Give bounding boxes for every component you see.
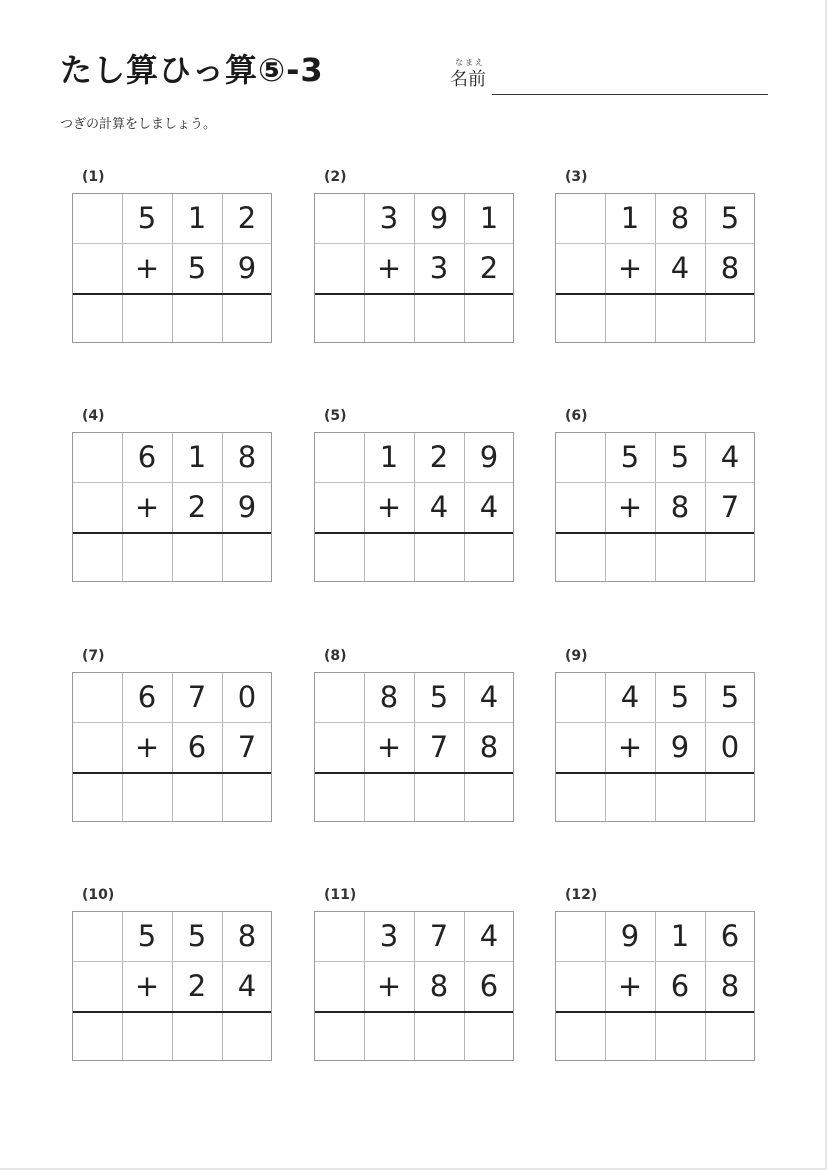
addend-digit: 4	[429, 490, 449, 524]
digit-grid	[72, 193, 272, 343]
addend-digit: 8	[379, 680, 399, 714]
answer-cell[interactable]	[172, 293, 222, 343]
empty-cell	[555, 961, 605, 1011]
addend-digit: 3	[379, 919, 399, 953]
answer-cell[interactable]	[172, 1011, 222, 1061]
addend-digit: 8	[720, 251, 740, 285]
addend-digit: 1	[379, 440, 399, 474]
addend-digit: 4	[670, 251, 690, 285]
empty-cell	[72, 432, 122, 482]
answer-cell[interactable]	[364, 1011, 414, 1061]
empty-cell	[72, 193, 122, 243]
empty-cell	[314, 482, 364, 532]
answer-cell[interactable]	[72, 532, 122, 582]
addend-digit: 2	[187, 490, 207, 524]
addend-digit: 8	[237, 440, 257, 474]
addend-digit: 5	[137, 919, 157, 953]
empty-cell	[314, 193, 364, 243]
addend-digit: 5	[670, 440, 690, 474]
addend-digit: 5	[720, 201, 740, 235]
addend-digit: 1	[620, 201, 640, 235]
answer-cell[interactable]	[364, 293, 414, 343]
empty-cell	[314, 672, 364, 722]
empty-cell	[555, 482, 605, 532]
addend-digit: 5	[620, 440, 640, 474]
plus-sign: +	[376, 251, 402, 285]
answer-cell[interactable]	[555, 1011, 605, 1061]
addend-digit: 6	[187, 730, 207, 764]
plus-sign: +	[376, 490, 402, 524]
addend-digit: 8	[479, 730, 499, 764]
problem-number: (10)	[82, 887, 115, 903]
answer-cell[interactable]	[414, 772, 464, 822]
problem-10	[72, 886, 272, 1066]
instructions: つぎの計算をしましょう。	[60, 117, 217, 132]
addend-digit: 6	[720, 919, 740, 953]
addend-digit: 5	[429, 680, 449, 714]
empty-cell	[314, 722, 364, 772]
addend-digit: 8	[670, 490, 690, 524]
name-ruby: なまえ	[455, 58, 485, 67]
addend-digit: 5	[137, 201, 157, 235]
problem-number: (6)	[565, 408, 588, 424]
problem-number: (12)	[565, 887, 598, 903]
addend-digit: 2	[237, 201, 257, 235]
name-label: 名前	[450, 69, 486, 90]
addend-digit: 7	[429, 919, 449, 953]
problem-3	[555, 168, 755, 348]
answer-cell[interactable]	[414, 293, 464, 343]
addend-digit: 5	[720, 680, 740, 714]
digit-grid	[555, 432, 755, 582]
addend-digit: 1	[479, 201, 499, 235]
digit-grid	[72, 911, 272, 1061]
answer-cell[interactable]	[314, 1011, 364, 1061]
addend-digit: 4	[720, 440, 740, 474]
problem-number: (4)	[82, 408, 105, 424]
addend-digit: 6	[479, 969, 499, 1003]
answer-cell[interactable]	[122, 532, 172, 582]
problem-number: (7)	[82, 648, 105, 664]
empty-cell	[72, 961, 122, 1011]
addend-digit: 6	[137, 680, 157, 714]
answer-cell[interactable]	[364, 532, 414, 582]
problem-number: (11)	[324, 887, 357, 903]
problem-number: (3)	[565, 169, 588, 185]
empty-cell	[72, 911, 122, 961]
problem-9	[555, 647, 755, 827]
addend-digit: 3	[379, 201, 399, 235]
empty-cell	[72, 243, 122, 293]
digit-grid	[314, 432, 514, 582]
problem-1	[72, 168, 272, 348]
answer-cell[interactable]	[705, 532, 755, 582]
addend-digit: 7	[237, 730, 257, 764]
answer-cell[interactable]	[222, 532, 272, 582]
answer-cell[interactable]	[72, 772, 122, 822]
empty-cell	[555, 722, 605, 772]
addend-digit: 4	[479, 680, 499, 714]
problem-4	[72, 407, 272, 587]
addend-digit: 7	[429, 730, 449, 764]
answer-cell[interactable]	[122, 1011, 172, 1061]
answer-cell[interactable]	[705, 293, 755, 343]
problem-12	[555, 886, 755, 1066]
empty-cell	[72, 722, 122, 772]
plus-sign: +	[617, 730, 643, 764]
empty-cell	[555, 243, 605, 293]
addend-digit: 2	[479, 251, 499, 285]
plus-sign: +	[134, 969, 160, 1003]
answer-cell[interactable]	[605, 772, 655, 822]
problem-7	[72, 647, 272, 827]
answer-cell[interactable]	[655, 532, 705, 582]
answer-cell[interactable]	[72, 293, 122, 343]
addend-digit: 3	[429, 251, 449, 285]
addend-digit: 6	[137, 440, 157, 474]
addend-digit: 9	[237, 490, 257, 524]
answer-cell[interactable]	[555, 293, 605, 343]
addend-digit: 4	[237, 969, 257, 1003]
digit-grid	[314, 911, 514, 1061]
addend-digit: 5	[187, 919, 207, 953]
digit-grid	[72, 672, 272, 822]
empty-cell	[72, 672, 122, 722]
answer-cell[interactable]	[172, 772, 222, 822]
plus-sign: +	[376, 969, 402, 1003]
empty-cell	[555, 193, 605, 243]
answer-cell[interactable]	[655, 772, 705, 822]
answer-cell[interactable]	[655, 293, 705, 343]
empty-cell	[314, 432, 364, 482]
answer-cell[interactable]	[222, 1011, 272, 1061]
addend-digit: 4	[479, 919, 499, 953]
addend-digit: 6	[670, 969, 690, 1003]
addend-digit: 2	[187, 969, 207, 1003]
addend-digit: 8	[429, 969, 449, 1003]
addend-digit: 1	[187, 201, 207, 235]
addend-digit: 5	[187, 251, 207, 285]
problem-5	[314, 407, 514, 587]
empty-cell	[314, 911, 364, 961]
digit-grid	[555, 672, 755, 822]
answer-cell[interactable]	[464, 532, 514, 582]
addend-digit: 9	[670, 730, 690, 764]
problem-2	[314, 168, 514, 348]
answer-cell[interactable]	[172, 532, 222, 582]
answer-cell[interactable]	[464, 772, 514, 822]
addend-digit: 8	[237, 919, 257, 953]
answer-cell[interactable]	[464, 293, 514, 343]
empty-cell	[314, 243, 364, 293]
addend-digit: 7	[187, 680, 207, 714]
problem-number: (1)	[82, 169, 105, 185]
plus-sign: +	[617, 251, 643, 285]
answer-cell[interactable]	[605, 293, 655, 343]
problem-8	[314, 647, 514, 827]
worksheet-title: たし算ひっ算⑤-3	[60, 51, 324, 89]
empty-cell	[555, 432, 605, 482]
answer-cell[interactable]	[655, 1011, 705, 1061]
problem-number: (5)	[324, 408, 347, 424]
answer-cell[interactable]	[222, 293, 272, 343]
problem-number: (8)	[324, 648, 347, 664]
empty-cell	[555, 911, 605, 961]
plus-sign: +	[134, 251, 160, 285]
addend-digit: 4	[479, 490, 499, 524]
addend-digit: 8	[670, 201, 690, 235]
addend-digit: 9	[479, 440, 499, 474]
answer-cell[interactable]	[414, 532, 464, 582]
plus-sign: +	[617, 969, 643, 1003]
digit-grid	[314, 193, 514, 343]
digit-grid	[314, 672, 514, 822]
empty-cell	[72, 482, 122, 532]
answer-cell[interactable]	[314, 532, 364, 582]
answer-cell[interactable]	[314, 293, 364, 343]
answer-cell[interactable]	[705, 772, 755, 822]
answer-cell[interactable]	[314, 772, 364, 822]
addend-digit: 0	[237, 680, 257, 714]
answer-cell[interactable]	[414, 1011, 464, 1061]
plus-sign: +	[376, 730, 402, 764]
addend-digit: 5	[670, 680, 690, 714]
addend-digit: 7	[720, 490, 740, 524]
answer-cell[interactable]	[605, 1011, 655, 1061]
addend-digit: 1	[187, 440, 207, 474]
name-write-line[interactable]	[492, 94, 768, 95]
digit-grid	[72, 432, 272, 582]
plus-sign: +	[134, 490, 160, 524]
answer-cell[interactable]	[555, 772, 605, 822]
empty-cell	[555, 672, 605, 722]
addend-digit: 0	[720, 730, 740, 764]
answer-cell[interactable]	[464, 1011, 514, 1061]
addend-digit: 9	[429, 201, 449, 235]
problem-number: (9)	[565, 648, 588, 664]
answer-cell[interactable]	[705, 1011, 755, 1061]
name-field	[450, 58, 770, 98]
empty-cell	[314, 961, 364, 1011]
answer-cell[interactable]	[555, 532, 605, 582]
answer-cell[interactable]	[72, 1011, 122, 1061]
addend-digit: 9	[620, 919, 640, 953]
addend-digit: 1	[670, 919, 690, 953]
answer-cell[interactable]	[222, 772, 272, 822]
digit-grid	[555, 193, 755, 343]
digit-grid	[555, 911, 755, 1061]
addend-digit: 4	[620, 680, 640, 714]
problem-6	[555, 407, 755, 587]
answer-cell[interactable]	[364, 772, 414, 822]
problem-11	[314, 886, 514, 1066]
addend-digit: 2	[429, 440, 449, 474]
addend-digit: 9	[237, 251, 257, 285]
addend-digit: 8	[720, 969, 740, 1003]
problem-number: (2)	[324, 169, 347, 185]
plus-sign: +	[134, 730, 160, 764]
answer-cell[interactable]	[605, 532, 655, 582]
plus-sign: +	[617, 490, 643, 524]
answer-cell[interactable]	[122, 772, 172, 822]
answer-cell[interactable]	[122, 293, 172, 343]
